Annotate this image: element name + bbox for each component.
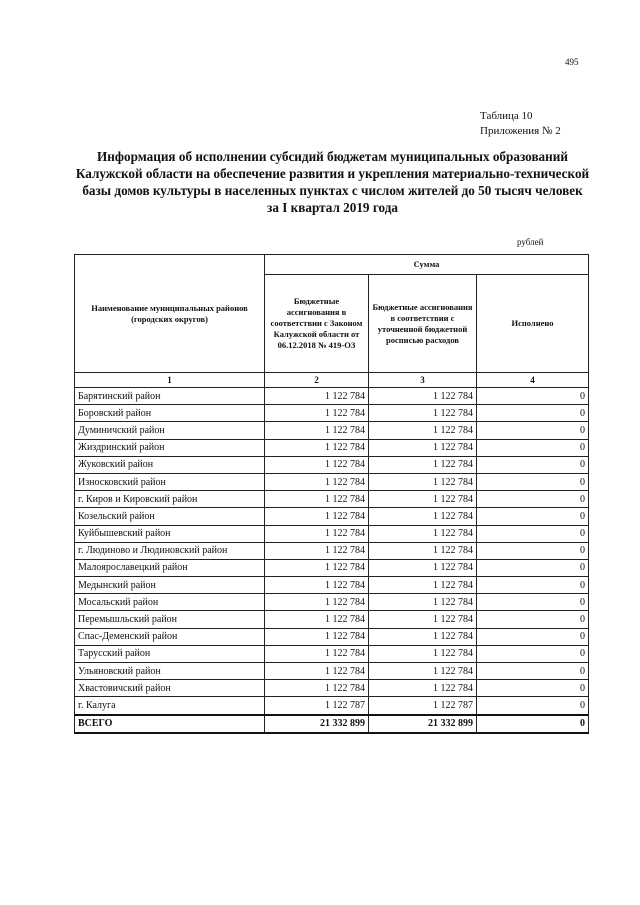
table-row: [75, 645, 589, 662]
law-allocation-value: 1 122 784: [265, 405, 369, 422]
table-row: [75, 508, 589, 525]
revised-allocation-value: 1 122 784: [369, 594, 477, 611]
district-name: Ульяновский район: [75, 663, 265, 680]
table-row: [75, 577, 589, 594]
executed-value: 0: [477, 628, 589, 645]
law-allocation-value: 1 122 784: [265, 663, 369, 680]
table-row: [75, 697, 589, 715]
total-label: ВСЕГО: [75, 715, 265, 733]
executed-value: 0: [477, 508, 589, 525]
district-name: г. Людиново и Людиновский район: [75, 542, 265, 559]
column-header-law-allocation: Бюджетные ассигнования в соответствии с Законом Калужской области от 06.12.2018 № 419-ОЗ: [265, 275, 369, 373]
district-name: г. Киров и Кировский район: [75, 491, 265, 508]
law-allocation-value: 1 122 784: [265, 611, 369, 628]
district-name: Перемышльский район: [75, 611, 265, 628]
table-row: [75, 439, 589, 456]
revised-allocation-value: 1 122 784: [369, 559, 477, 576]
executed-value: 0: [477, 577, 589, 594]
revised-allocation-value: 1 122 784: [369, 439, 477, 456]
executed-value: 0: [477, 645, 589, 662]
column-number: 4: [477, 373, 589, 388]
district-name: Мосальский район: [75, 594, 265, 611]
law-allocation-value: 1 122 784: [265, 422, 369, 439]
column-header-executed: Исполнено: [477, 275, 589, 373]
table-row: [75, 491, 589, 508]
executed-value: 0: [477, 594, 589, 611]
district-name: Износковский район: [75, 473, 265, 490]
district-name: Медынский район: [75, 577, 265, 594]
district-name: Жуковский район: [75, 456, 265, 473]
column-header-revised-allocation: Бюджетные ассигнования в соответствии с уточненной бюджетной росписью расходов: [369, 275, 477, 373]
revised-allocation-value: 1 122 784: [369, 491, 477, 508]
law-allocation-value: 1 122 784: [265, 508, 369, 525]
district-name: Хвастовичский район: [75, 680, 265, 697]
law-allocation-value: 1 122 784: [265, 559, 369, 576]
law-allocation-value: 1 122 784: [265, 594, 369, 611]
total-law-allocation: 21 332 899: [265, 715, 369, 733]
law-allocation-value: 1 122 784: [265, 456, 369, 473]
revised-allocation-value: 1 122 784: [369, 645, 477, 662]
executed-value: 0: [477, 439, 589, 456]
executed-value: 0: [477, 405, 589, 422]
executed-value: 0: [477, 611, 589, 628]
executed-value: 0: [477, 491, 589, 508]
subsidy-table: [74, 254, 589, 734]
column-number: 3: [369, 373, 477, 388]
revised-allocation-value: 1 122 784: [369, 611, 477, 628]
table-row: [75, 680, 589, 697]
table-row: [75, 525, 589, 542]
district-name: Жиздринский район: [75, 439, 265, 456]
revised-allocation-value: 1 122 784: [369, 405, 477, 422]
revised-allocation-value: 1 122 784: [369, 628, 477, 645]
revised-allocation-value: 1 122 784: [369, 663, 477, 680]
executed-value: 0: [477, 697, 589, 715]
executed-value: 0: [477, 542, 589, 559]
revised-allocation-value: 1 122 784: [369, 422, 477, 439]
law-allocation-value: 1 122 784: [265, 628, 369, 645]
revised-allocation-value: 1 122 787: [369, 697, 477, 715]
column-number: 1: [75, 373, 265, 388]
revised-allocation-value: 1 122 784: [369, 577, 477, 594]
district-name: Боровский район: [75, 405, 265, 422]
law-allocation-value: 1 122 784: [265, 680, 369, 697]
district-name: Малоярославецкий район: [75, 559, 265, 576]
revised-allocation-value: 1 122 784: [369, 680, 477, 697]
table-row: [75, 422, 589, 439]
revised-allocation-value: 1 122 784: [369, 525, 477, 542]
law-allocation-value: 1 122 784: [265, 491, 369, 508]
executed-value: 0: [477, 422, 589, 439]
district-name: Куйбышевский район: [75, 525, 265, 542]
law-allocation-value: 1 122 784: [265, 577, 369, 594]
units-label: рублей: [517, 237, 544, 247]
law-allocation-value: 1 122 787: [265, 697, 369, 715]
law-allocation-value: 1 122 784: [265, 525, 369, 542]
district-name: Спас-Деменский район: [75, 628, 265, 645]
column-number: 2: [265, 373, 369, 388]
executed-value: 0: [477, 456, 589, 473]
law-allocation-value: 1 122 784: [265, 473, 369, 490]
total-row: [75, 715, 589, 733]
table-row: [75, 473, 589, 490]
law-allocation-value: 1 122 784: [265, 388, 369, 405]
table-row: [75, 628, 589, 645]
annex-label: [480, 109, 561, 139]
column-header-sum: Сумма: [265, 255, 589, 275]
district-name: Барятинский район: [75, 388, 265, 405]
annex-appendix-number: Приложения № 2: [480, 125, 561, 137]
column-header-name: Наименование муниципальных районов (городских округов): [75, 255, 265, 373]
table-body: [75, 388, 589, 733]
revised-allocation-value: 1 122 784: [369, 508, 477, 525]
district-name: Козельский район: [75, 508, 265, 525]
document-title: Информация об исполнении субсидий бюджетам муниципальных образований Калужской области на обеспечение развития и укрепления материально-технической базы домов культуры в населенных пунктах с числом жителей до 50 тысяч человек за I квартал 2019 года: [75, 149, 590, 215]
law-allocation-value: 1 122 784: [265, 542, 369, 559]
law-allocation-value: 1 122 784: [265, 645, 369, 662]
total-revised-allocation: 21 332 899: [369, 715, 477, 733]
revised-allocation-value: 1 122 784: [369, 542, 477, 559]
table-row: [75, 559, 589, 576]
page-number: 495: [565, 57, 579, 67]
table-row: [75, 542, 589, 559]
revised-allocation-value: 1 122 784: [369, 388, 477, 405]
executed-value: 0: [477, 473, 589, 490]
table-row: [75, 611, 589, 628]
revised-allocation-value: 1 122 784: [369, 473, 477, 490]
table-row: [75, 663, 589, 680]
law-allocation-value: 1 122 784: [265, 439, 369, 456]
revised-allocation-value: 1 122 784: [369, 456, 477, 473]
table-row: [75, 405, 589, 422]
total-executed: 0: [477, 715, 589, 733]
table-row: [75, 456, 589, 473]
executed-value: 0: [477, 680, 589, 697]
table-row: [75, 388, 589, 405]
table-row: [75, 594, 589, 611]
executed-value: 0: [477, 663, 589, 680]
district-name: Тарусский район: [75, 645, 265, 662]
executed-value: 0: [477, 559, 589, 576]
executed-value: 0: [477, 525, 589, 542]
executed-value: 0: [477, 388, 589, 405]
district-name: г. Калуга: [75, 697, 265, 715]
annex-table-number: Таблица 10: [480, 110, 533, 122]
district-name: Думиничский район: [75, 422, 265, 439]
